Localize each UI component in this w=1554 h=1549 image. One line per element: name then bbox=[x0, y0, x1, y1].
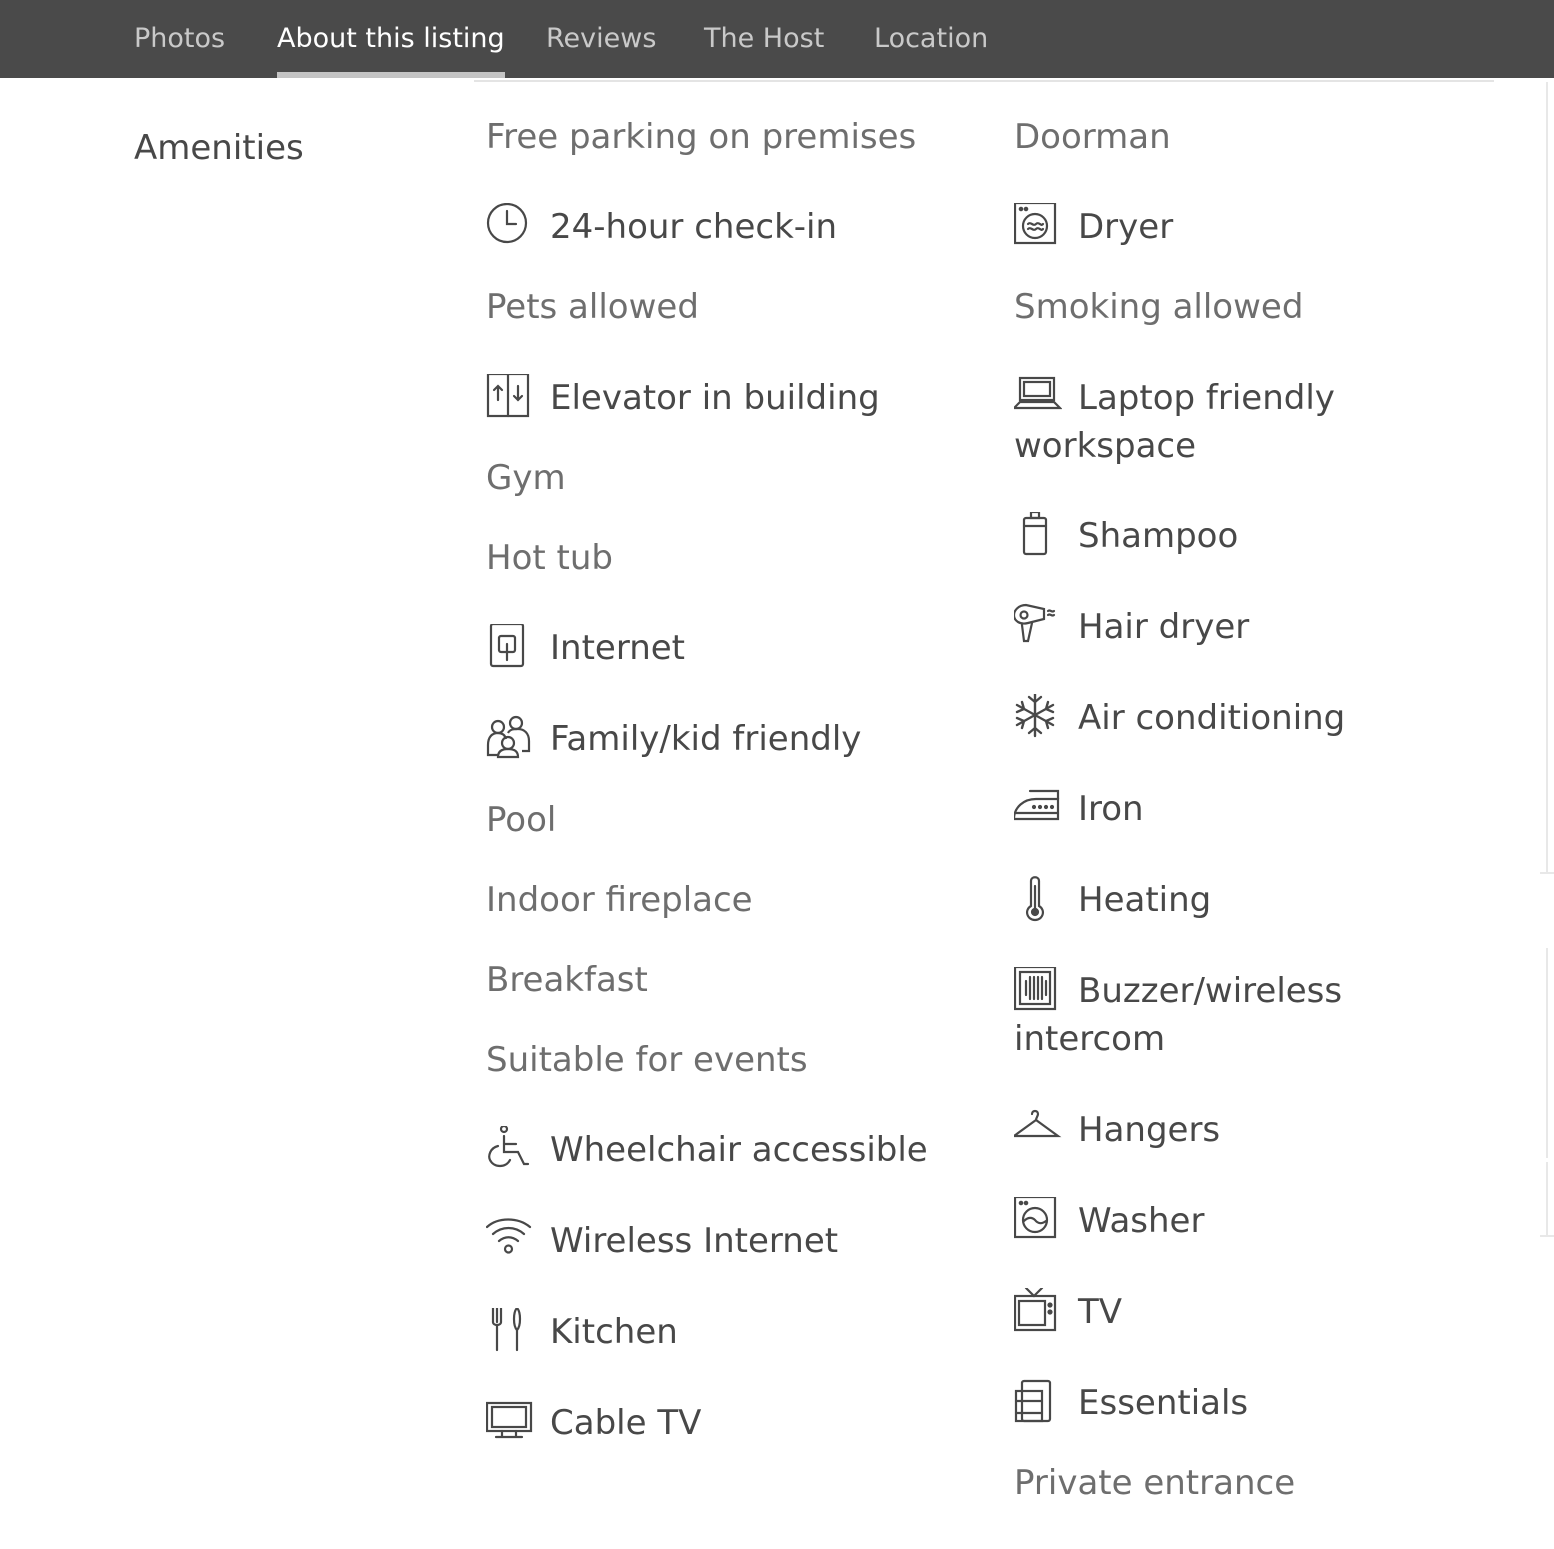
tab-photos[interactable]: Photos bbox=[134, 23, 226, 54]
thermometer-icon bbox=[1014, 876, 1062, 924]
amenity-label: Buzzer/wireless intercom bbox=[1014, 971, 1343, 1059]
amenity-label: Wireless Internet bbox=[550, 1221, 839, 1261]
hair-dryer-icon bbox=[1014, 603, 1062, 651]
amenities-heading: Amenities bbox=[134, 128, 304, 168]
sidebar-edge-corner bbox=[1540, 1235, 1554, 1237]
amenity-label: Wheelchair accessible bbox=[550, 1130, 928, 1170]
elevator-icon bbox=[486, 374, 534, 422]
amenity-label: Elevator in building bbox=[550, 378, 880, 418]
listing-nav bbox=[0, 0, 1554, 78]
fork-knife-icon bbox=[486, 1308, 534, 1356]
essentials-icon bbox=[1014, 1379, 1062, 1427]
amenity-label: Doorman bbox=[1014, 117, 1171, 157]
washer-icon bbox=[1014, 1197, 1062, 1245]
internet-port-icon bbox=[486, 624, 534, 672]
amenity-label: Private entrance bbox=[1014, 1463, 1296, 1503]
amenity-label: Heating bbox=[1078, 880, 1212, 920]
amenity-label: Pool bbox=[486, 800, 557, 840]
shampoo-bottle-icon bbox=[1014, 512, 1062, 560]
amenity-label: Pets allowed bbox=[486, 287, 699, 327]
amenity-label: Cable TV bbox=[550, 1403, 702, 1443]
sidebar-edge bbox=[1546, 948, 1548, 1158]
section-divider bbox=[474, 80, 1494, 82]
amenity-label: Essentials bbox=[1078, 1383, 1249, 1423]
amenity-label: Gym bbox=[486, 458, 566, 498]
amenity-label: Internet bbox=[550, 628, 686, 668]
amenity-label: Dryer bbox=[1078, 207, 1174, 247]
amenity-label: 24-hour check-in bbox=[550, 207, 838, 247]
tab-the-host[interactable]: The Host bbox=[704, 23, 825, 54]
sidebar-edge-corner bbox=[1540, 872, 1554, 874]
amenity-label: Laptop friendly workspace bbox=[1014, 378, 1335, 466]
amenity-label: Kitchen bbox=[550, 1312, 678, 1352]
amenity-label: Shampoo bbox=[1078, 516, 1239, 556]
tab-about-this-listing[interactable]: About this listing bbox=[277, 0, 505, 78]
snowflake-icon bbox=[1014, 694, 1062, 742]
amenity-label: Free parking on premises bbox=[486, 117, 917, 157]
monitor-icon bbox=[486, 1399, 534, 1447]
amenity-label: Family/kid friendly bbox=[550, 719, 862, 759]
tab-reviews[interactable]: Reviews bbox=[546, 23, 657, 54]
wifi-icon bbox=[486, 1217, 534, 1265]
tv-icon bbox=[1014, 1288, 1062, 1336]
amenity-label: Indoor fireplace bbox=[486, 880, 753, 920]
amenity-label: Breakfast bbox=[486, 960, 648, 1000]
hanger-icon bbox=[1014, 1106, 1062, 1154]
amenity-label: TV bbox=[1078, 1292, 1123, 1332]
clock-icon bbox=[486, 203, 534, 251]
amenity-label: Hot tub bbox=[486, 538, 613, 578]
sidebar-edge bbox=[1546, 82, 1548, 874]
dryer-icon bbox=[1014, 203, 1062, 251]
family-icon bbox=[486, 715, 534, 763]
amenity-label: Smoking allowed bbox=[1014, 287, 1304, 327]
wheelchair-icon bbox=[486, 1126, 534, 1174]
amenity-label: Air conditioning bbox=[1078, 698, 1346, 738]
amenity-label: Suitable for events bbox=[486, 1040, 808, 1080]
sidebar-edge bbox=[1546, 1162, 1548, 1236]
amenity-label: Iron bbox=[1078, 789, 1144, 829]
tab-location[interactable]: Location bbox=[874, 23, 989, 54]
amenity-label: Hangers bbox=[1078, 1110, 1221, 1150]
amenity-label: Hair dryer bbox=[1078, 607, 1250, 647]
iron-icon bbox=[1014, 785, 1062, 833]
amenity-label: Washer bbox=[1078, 1201, 1205, 1241]
